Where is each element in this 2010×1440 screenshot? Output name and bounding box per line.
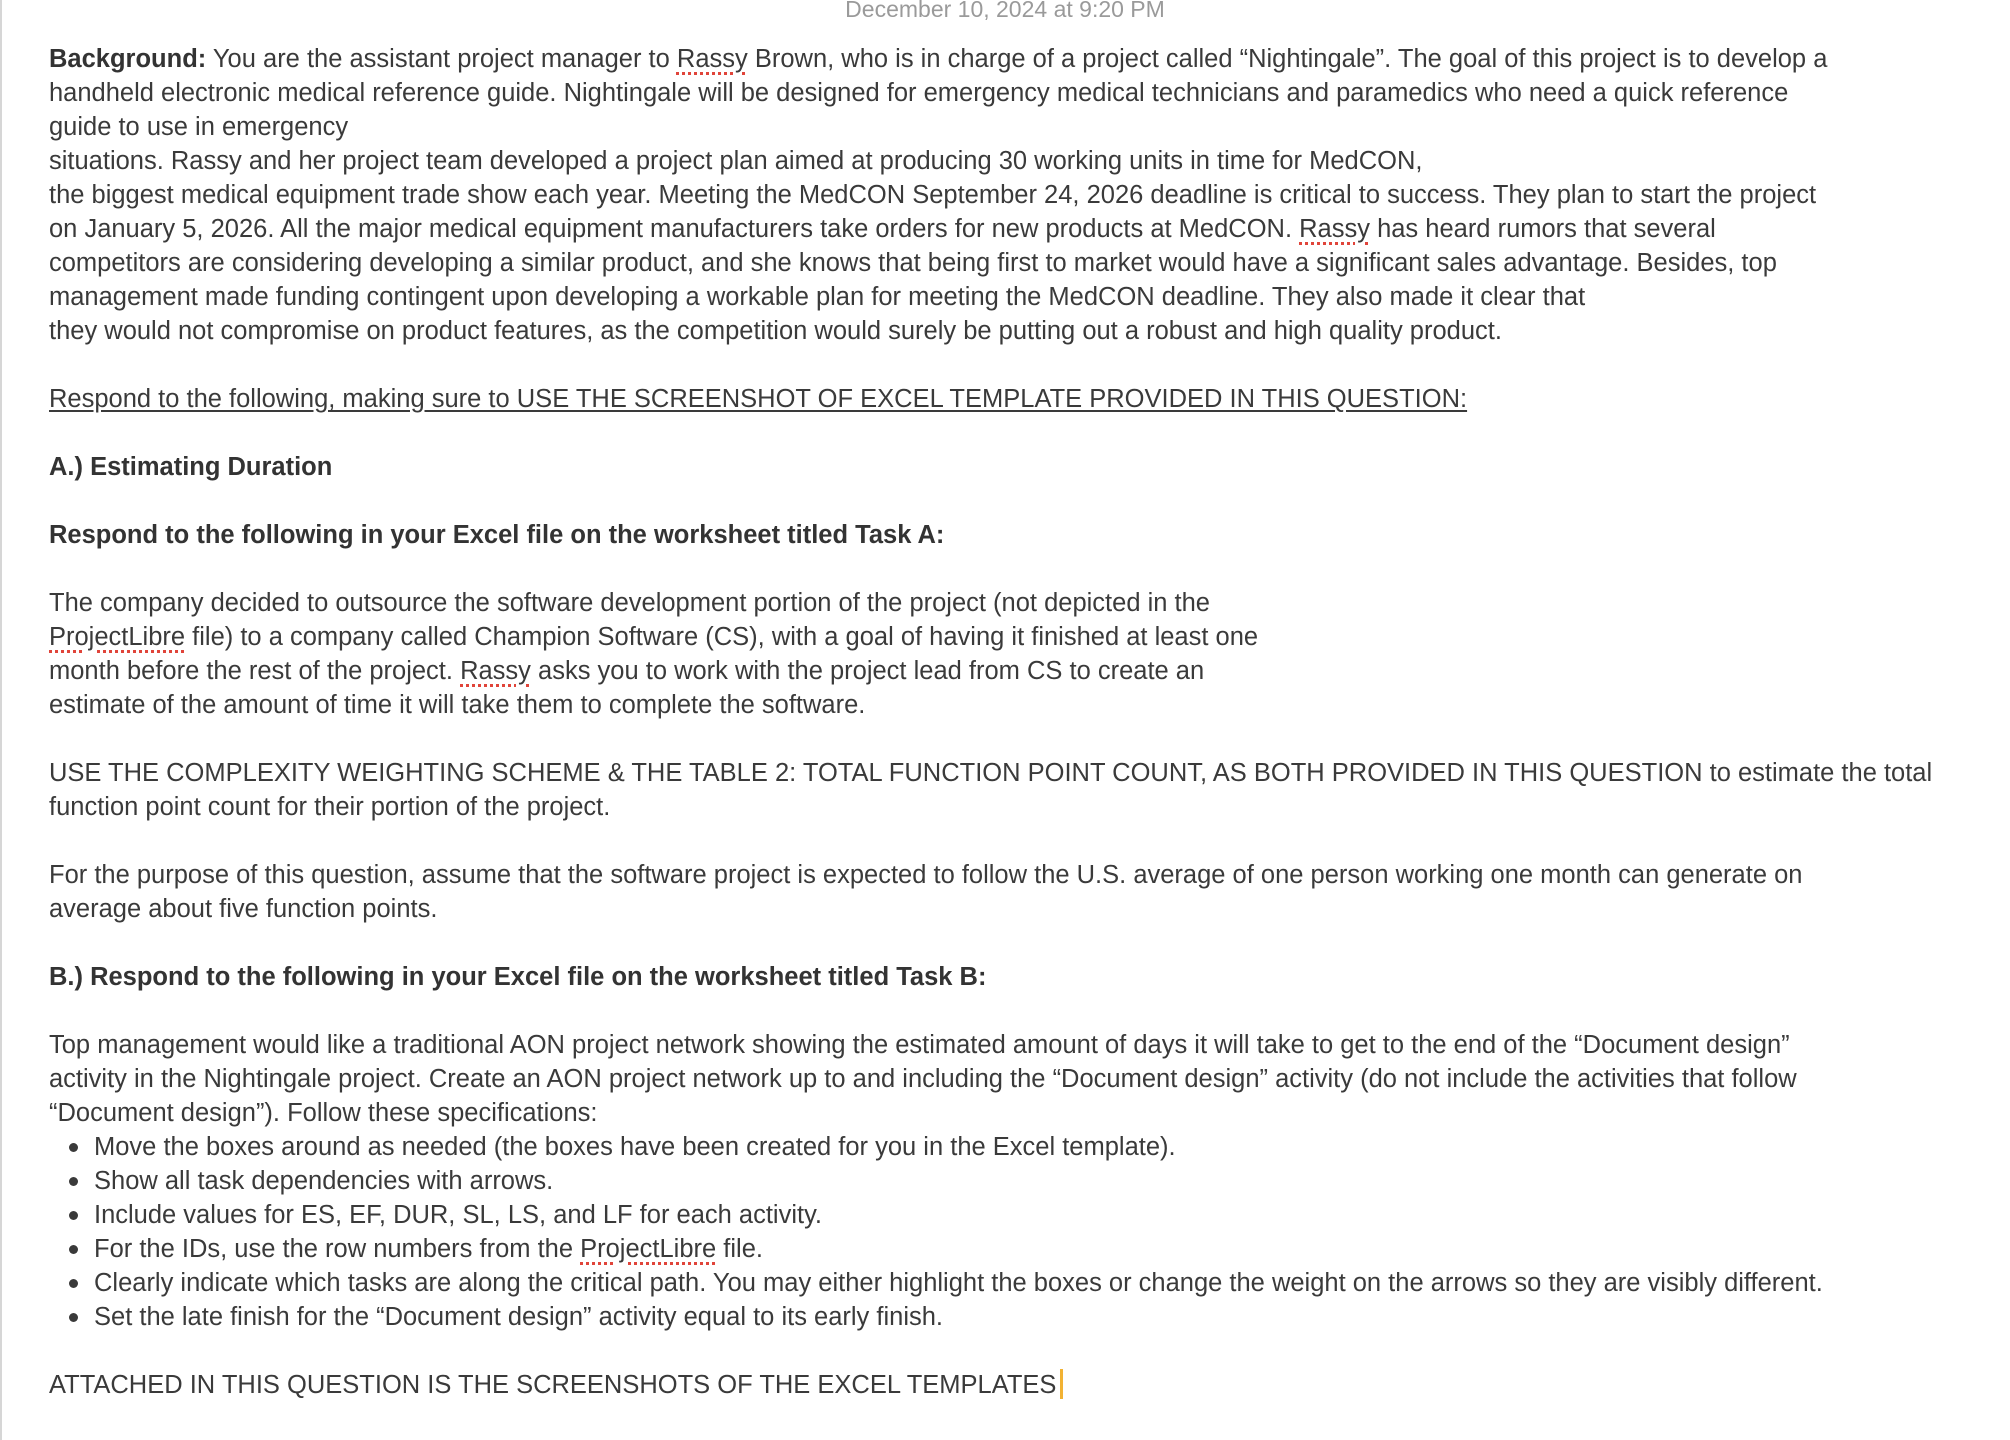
background-line-9: they would not compromise on product features, as the competition would surely be putting out a robust and high quality product.: [49, 317, 1502, 345]
background-line-1: Background: You are the assistant project manager to Rassy Brown, who is in charge of a project called “Nightingale”. The goal of this project is to develop a: [49, 45, 1828, 73]
background-label: Background:: [49, 45, 207, 73]
task-a-assumption-line-1: For the purpose of this question, assume that the software project is expected to follow the U.S. average of one person working one month can generate on: [49, 861, 1803, 889]
attached-note-line: [49, 1368, 1999, 1402]
task-a-paragraph-line-2: ProjectLibre file) to a company called Champion Software (CS), with a goal of having it finished at least one: [49, 623, 1259, 651]
background-line-8: management made funding contingent upon developing a workable plan for meeting the MedCON deadline. They also made it clear that: [49, 283, 1586, 311]
list-item: Set the late finish for the “Document design” activity equal to its early finish.: [49, 1300, 1999, 1334]
background-line-4: situations. Rassy and her project team developed a project plan aimed at producing 30 working units in time for MedCON,: [49, 147, 1423, 175]
task-a-paragraph-line-3: month before the rest of the project. Rassy asks you to work with the project lead from CS to create an: [49, 657, 1205, 685]
background-line-7: competitors are considering developing a similar product, and she knows that being first to market would have a significant sales advantage. Besides, top: [49, 249, 1777, 277]
task-b-heading: B.) Respond to the following in your Excel file on the worksheet titled Task B:: [49, 963, 987, 991]
note-timestamp: December 10, 2024 at 9:20 PM: [845, 0, 1165, 22]
misspelled-word-projectlibre[interactable]: ProjectLibre: [580, 1235, 717, 1263]
attached-note: ATTACHED IN THIS QUESTION IS THE SCREENSHOTS OF THE EXCEL TEMPLATES: [49, 1371, 1057, 1399]
note-body[interactable]: [49, 42, 1999, 1402]
background-line-3: guide to use in emergency: [49, 113, 349, 141]
task-a-weighting-line-2: function point count for their portion of the project.: [49, 793, 611, 821]
task-a-paragraph-line-4: estimate of the amount of time it will take them to complete the software.: [49, 691, 866, 719]
background-line-6: on January 5, 2026. All the major medical equipment manufacturers take orders for new products at MedCON. Rassy has heard rumors that several: [49, 215, 1716, 243]
task-b-paragraph-line-2: activity in the Nightingale project. Create an AON project network up to and including the “Document design” activity (do not include the activities that follow: [49, 1065, 1797, 1093]
task-a-weighting-line-1: USE THE COMPLEXITY WEIGHTING SCHEME & THE TABLE 2: TOTAL FUNCTION POINT COUNT, AS BOTH PROVIDED IN THIS QUESTION to estimate the total: [49, 759, 1933, 787]
list-item: Show all task dependencies with arrows.: [49, 1164, 1999, 1198]
list-item: Clearly indicate which tasks are along the critical path. You may either highlight the boxes or change the weight on the arrows so they are visibly different.: [49, 1266, 1999, 1300]
task-a-heading: A.) Estimating Duration: [49, 453, 333, 481]
task-b-paragraph-line-1: Top management would like a traditional AON project network showing the estimated amount of days it will take to get to the end of the “Document design”: [49, 1031, 1790, 1059]
misspelled-word-rassy[interactable]: Rassy: [1299, 215, 1370, 243]
list-item: Include values for ES, EF, DUR, SL, LS, and LF for each activity.: [49, 1198, 1999, 1232]
text-caret: [1060, 1369, 1063, 1399]
list-item: Move the boxes around as needed (the boxes have been created for you in the Excel template).: [49, 1130, 1999, 1164]
task-b-paragraph-line-3: “Document design”). Follow these specifications:: [49, 1099, 598, 1127]
task-a-assumption-line-2: average about five function points.: [49, 895, 438, 923]
misspelled-word-projectlibre[interactable]: ProjectLibre: [49, 623, 186, 651]
task-a-paragraph-line-1: The company decided to outsource the software development portion of the project (not depicted in the: [49, 589, 1210, 617]
background-line-5: the biggest medical equipment trade show each year. Meeting the MedCON September 24, 2026 deadline is critical to success. They plan to start the project: [49, 181, 1817, 209]
background-line-2: handheld electronic medical reference guide. Nightingale will be designed for emergency medical technicians and paramedics who need a quick reference: [49, 79, 1789, 107]
misspelled-word-rassy[interactable]: Rassy: [676, 45, 748, 73]
instruction-underlined: Respond to the following, making sure to USE THE SCREENSHOT OF EXCEL TEMPLATE PROVIDED IN THIS QUESTION:: [49, 385, 1468, 413]
misspelled-word-rassy[interactable]: Rassy: [460, 657, 531, 685]
list-item: For the IDs, use the row numbers from the ProjectLibre file.: [49, 1232, 1999, 1266]
window-left-border: [0, 0, 2, 1440]
task-a-subheading: Respond to the following in your Excel file on the worksheet titled Task A:: [49, 521, 945, 549]
